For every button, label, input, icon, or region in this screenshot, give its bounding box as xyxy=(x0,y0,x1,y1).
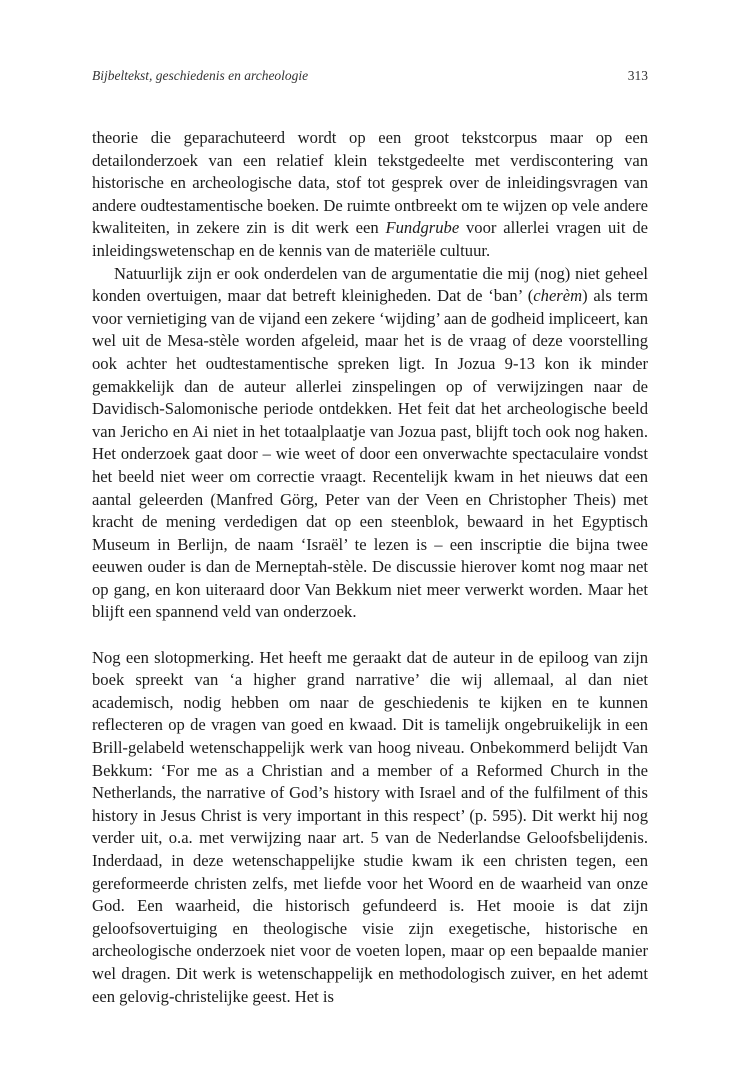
paragraph-1-text-b: voor allerlei vragen uit de inleidingswetenschap en de kennis van de materiële cultuur. xyxy=(92,218,648,260)
running-head-title: Bijbeltekst, geschiedenis en archeologie xyxy=(92,68,309,83)
body-text xyxy=(92,127,648,1008)
paragraph-2-text-b: ) als term voor vernietiging van de vijand een zekere ‘wijding’ aan de godheid impliceert, kan wel uit de Mesa-stèle worden afgeleid, maar het is de vraag of deze voorstelling ook achter het oudtestamentische spreken ligt. In Jozua 9-13 kon ik minder gemakkelijk dan de auteur allerlei zinspelingen op of verwijzingen naar de Davidisch-Salomonische periode ontdekken. Het feit dat het archeologische beeld van Jericho en Ai niet in het totaalplaatje van Jozua past, blijft toch ook nog haken. Het onderzoek gaat door – wie weet of door een onverwachte spectaculaire vondst het beeld niet weer om correctie vraagt. Recentelijk kwam in het nieuws dat een aantal geleerden (Manfred Görg, Peter van der Veen en Christopher Theis) met kracht de mening verdedigen dat op een steenblok, bewaard in het Egyptisch Museum in Berlijn, de naam ‘Israël’ te lezen is – een inscriptie die bijna twee eeuwen ouder is dan de Merneptah-stèle. De discussie hierover komt nog maar net op gang, en kon uiteraard door Van Bekkum niet meer verwerkt worden. Maar het blijft een spannend veld van onderzoek. xyxy=(92,286,649,622)
paragraph-3: Nog een slotopmerking. Het heeft me geraakt dat de auteur in de epiloog van zijn boek spreekt van ‘a higher grand narrative’ die wij allemaal, al dan niet academisch, nodig hebben om naar de geschiedenis te kijken en te kunnen reflecteren op de vragen van goed en kwaad. Dit is tamelijk ongebruikelijk in een Brill-gelabeld wetenschappelijk werk van hoog niveau. Onbekommerd belijdt Van Bekkum: ‘For me as a Christian and a member of a Reformed Church in the Netherlands, the narrative of God’s history with Israel and of the fulfilment of this history in Jesus Christ is very important in this respect’ (p. 595). Dit werkt hij nog verder uit, o.a. met verwijzing naar art. 5 van de Nederlandse Geloofsbelijdenis. Inderdaad, in deze wetenschappelijke studie kwam ik een christen tegen, een gereformeerde christen zelfs, met liefde voor het Woord en de waarheid van onze God. Een waarheid, die historisch gefundeerd is. Het mooie is dat zijn geloofsovertuiging en theologische visie zijn exegetische, historische en archeologische onderzoek niet voor de voeten lopen, maar op een bepaalde manier wel dragen. Dit werk is wetenschappelijk en methodologisch zuiver, en het ademt een gelovig-christelijke geest. Het is xyxy=(92,647,648,1006)
paragraph-2-emphasis: cherèm xyxy=(533,286,583,306)
page-number: 313 xyxy=(627,68,648,83)
paragraph-1-emphasis: Fundgrube xyxy=(385,218,460,238)
paragraph-1 xyxy=(92,127,648,263)
running-header xyxy=(92,66,648,86)
paragraph-2-text-a: Natuurlijk zijn er ook onderdelen van de argumentatie die mij (nog) niet geheel konden overtuigen, maar dat betreft kleinigheden. Dat de ‘ban’ ( xyxy=(92,263,648,306)
paragraph-2 xyxy=(92,263,648,625)
paragraph-1-text-a: theorie die geparachuteerd wordt op een groot tekstcorpus maar op een detailonderzoek van een relatief klein tekstgedeelte met verdiscontering van historische en archeologische data, stof tot gesprek over de inleidingsvragen van andere oudtestamentische boeken. De ruimte ontbreekt om te wijzen op vele andere kwaliteiten, in zekere zin is dit werk een xyxy=(92,128,648,238)
